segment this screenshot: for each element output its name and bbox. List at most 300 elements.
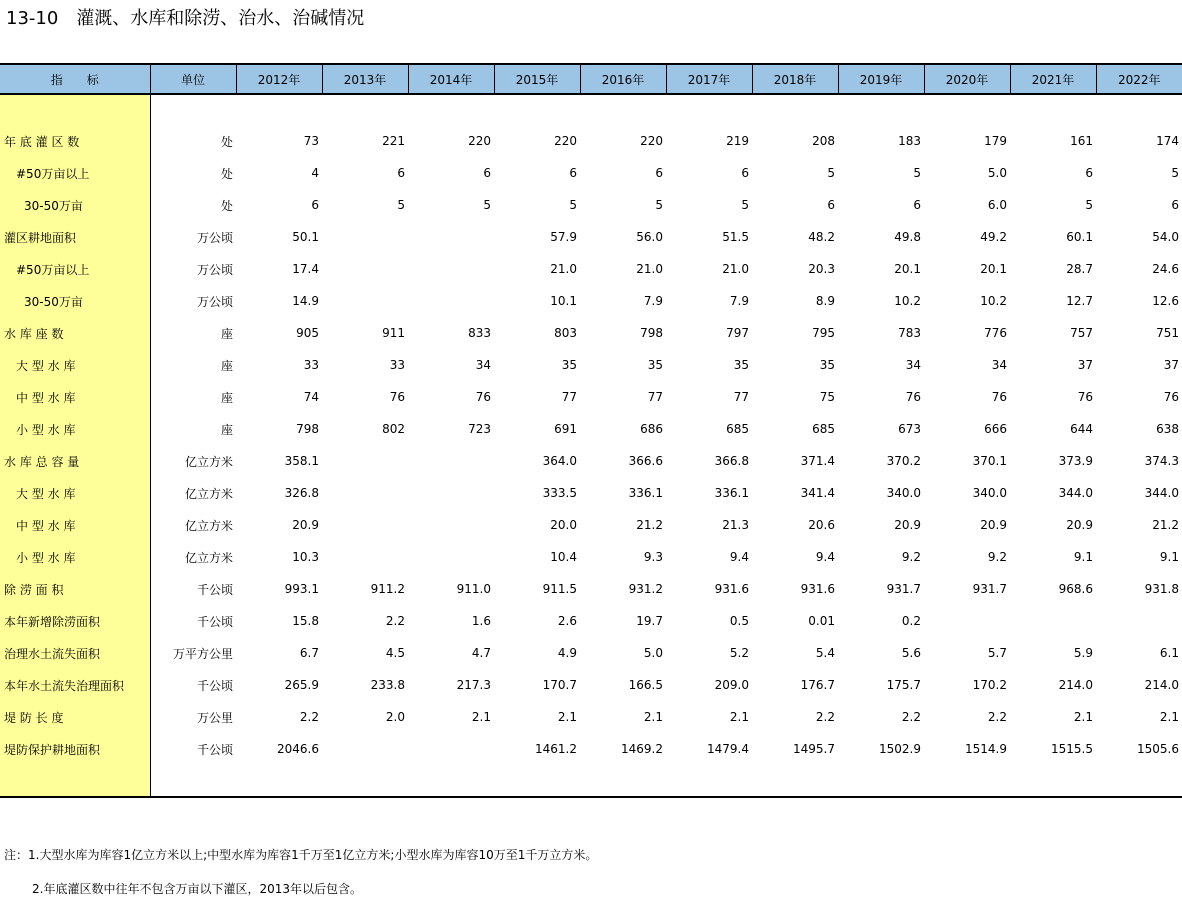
- header-indicator: 指 标: [0, 64, 150, 94]
- cell-value: 803: [554, 326, 577, 340]
- cell-value: 74: [303, 390, 319, 404]
- cell-value: 4: [311, 166, 319, 180]
- row-unit: 万公顷: [196, 262, 233, 277]
- row-unit: 万公顷: [196, 294, 233, 309]
- cell-value: 7.9: [729, 294, 749, 308]
- cell-value: 10.2: [980, 294, 1007, 308]
- cell-value: 2.1: [1159, 710, 1179, 724]
- cell-value: 183: [898, 134, 921, 148]
- cell-value: 10.4: [550, 550, 577, 564]
- cell-value: [408, 221, 494, 253]
- cell-value: 5: [1085, 198, 1093, 212]
- cell-value: 374.3: [1144, 454, 1179, 468]
- table-row: [0, 541, 1182, 573]
- cell-value: 4.9: [557, 646, 577, 660]
- row-label: 除 涝 面 积: [0, 573, 150, 605]
- cell-value: 20.0: [550, 518, 577, 532]
- table-row: [0, 381, 1182, 413]
- cell-value: 21.3: [722, 518, 749, 532]
- cell-value: 326.8: [284, 486, 319, 500]
- spacer-row: [0, 765, 1182, 797]
- cell-value: 5: [655, 198, 663, 212]
- cell-value: [1096, 605, 1182, 637]
- header-year: 2021年: [1010, 64, 1096, 94]
- header-year: 2018年: [752, 64, 838, 94]
- cell-value: 75: [819, 390, 835, 404]
- cell-value: 56.0: [636, 230, 663, 244]
- header-year: 2020年: [924, 64, 1010, 94]
- cell-value: 336.1: [628, 486, 663, 500]
- cell-value: 35: [647, 358, 663, 372]
- cell-value: 666: [984, 422, 1007, 436]
- cell-value: 5: [483, 198, 491, 212]
- header-year: 2014年: [408, 64, 494, 94]
- cell-value: 0.2: [901, 614, 921, 628]
- cell-value: 77: [561, 390, 577, 404]
- table-row: [0, 285, 1182, 317]
- spacer-row: [0, 94, 1182, 125]
- cell-value: [322, 445, 408, 477]
- row-label: 年 底 灌 区 数: [0, 125, 150, 157]
- table-row: [0, 317, 1182, 349]
- row-label: 水 库 座 数: [0, 317, 150, 349]
- cell-value: 5.0: [643, 646, 663, 660]
- cell-value: 37: [1077, 358, 1093, 372]
- cell-value: 344.0: [1058, 486, 1093, 500]
- row-label: 治理水土流失面积: [0, 637, 150, 669]
- cell-value: 0.01: [808, 614, 835, 628]
- cell-value: 33: [303, 358, 319, 372]
- cell-value: 685: [726, 422, 749, 436]
- cell-value: [924, 605, 1010, 637]
- cell-value: 209.0: [714, 678, 749, 692]
- cell-value: 217.3: [456, 678, 491, 692]
- row-label: 中 型 水 库: [0, 509, 150, 541]
- cell-value: 76: [389, 390, 405, 404]
- row-unit: 万公里: [196, 710, 233, 725]
- cell-value: 6.7: [299, 646, 319, 660]
- cell-value: 60.1: [1066, 230, 1093, 244]
- cell-value: 833: [468, 326, 491, 340]
- cell-value: 723: [468, 422, 491, 436]
- cell-value: 6: [827, 198, 835, 212]
- cell-value: 691: [554, 422, 577, 436]
- cell-value: 9.4: [815, 550, 835, 564]
- cell-value: 905: [296, 326, 319, 340]
- cell-value: 2.2: [987, 710, 1007, 724]
- row-unit: 千公顷: [196, 582, 233, 597]
- cell-value: 10.1: [550, 294, 577, 308]
- cell-value: [408, 733, 494, 765]
- row-label: 大 型 水 库: [0, 349, 150, 381]
- row-unit: 座: [220, 358, 233, 373]
- cell-value: 911: [382, 326, 405, 340]
- row-label: 灌区耕地面积: [0, 221, 150, 253]
- cell-value: [322, 221, 408, 253]
- cell-value: 9.2: [901, 550, 921, 564]
- cell-value: 15.8: [292, 614, 319, 628]
- table-row: [0, 189, 1182, 221]
- cell-value: 2.1: [729, 710, 749, 724]
- cell-value: 1.6: [471, 614, 491, 628]
- cell-value: 265.9: [284, 678, 319, 692]
- cell-value: 20.1: [980, 262, 1007, 276]
- cell-value: 1515.5: [1051, 742, 1093, 756]
- cell-value: 341.4: [800, 486, 835, 500]
- cell-value: 340.0: [972, 486, 1007, 500]
- cell-value: 2.2: [815, 710, 835, 724]
- cell-value: 51.5: [722, 230, 749, 244]
- cell-value: 931.6: [800, 582, 835, 596]
- row-unit: 千公顷: [196, 678, 233, 693]
- cell-value: 685: [812, 422, 835, 436]
- cell-value: 48.2: [808, 230, 835, 244]
- cell-value: [322, 541, 408, 573]
- row-label: #50万亩以上: [0, 157, 150, 189]
- cell-value: 6.0: [987, 198, 1007, 212]
- cell-value: 76: [905, 390, 921, 404]
- row-label: 小 型 水 库: [0, 413, 150, 445]
- page-title: [6, 4, 364, 30]
- cell-value: 5.6: [901, 646, 921, 660]
- cell-value: 1514.9: [965, 742, 1007, 756]
- header-year: 2017年: [666, 64, 752, 94]
- cell-value: 76: [991, 390, 1007, 404]
- header-year: 2022年: [1096, 64, 1182, 94]
- cell-value: 4.7: [471, 646, 491, 660]
- row-unit: 亿立方米: [184, 486, 233, 501]
- table-row: [0, 221, 1182, 253]
- cell-value: 20.1: [894, 262, 921, 276]
- cell-value: 2.1: [471, 710, 491, 724]
- cell-value: 344.0: [1144, 486, 1179, 500]
- row-label: #50万亩以上: [0, 253, 150, 285]
- cell-value: 12.7: [1066, 294, 1093, 308]
- cell-value: 931.7: [972, 582, 1007, 596]
- cell-value: 366.8: [714, 454, 749, 468]
- cell-value: 366.6: [628, 454, 663, 468]
- cell-value: 373.9: [1058, 454, 1093, 468]
- footnote-2: 2.年底灌区数中往年不包含万亩以下灌区，2013年以后包含。: [32, 882, 362, 896]
- cell-value: 21.0: [636, 262, 663, 276]
- cell-value: 686: [640, 422, 663, 436]
- cell-value: 20.9: [1066, 518, 1093, 532]
- cell-value: 34: [905, 358, 921, 372]
- cell-value: [408, 541, 494, 573]
- cell-value: 77: [647, 390, 663, 404]
- row-unit: 座: [220, 390, 233, 405]
- cell-value: 6.1: [1159, 646, 1179, 660]
- row-unit: 亿立方米: [184, 550, 233, 565]
- cell-value: [408, 285, 494, 317]
- row-label: 中 型 水 库: [0, 381, 150, 413]
- cell-value: [322, 477, 408, 509]
- cell-value: 931.2: [628, 582, 663, 596]
- cell-value: 9.3: [643, 550, 663, 564]
- cell-value: 1461.2: [535, 742, 577, 756]
- header-year: 2019年: [838, 64, 924, 94]
- cell-value: 797: [726, 326, 749, 340]
- cell-value: [408, 509, 494, 541]
- row-unit: 亿立方米: [184, 518, 233, 533]
- cell-value: 10.3: [292, 550, 319, 564]
- cell-value: 968.6: [1058, 582, 1093, 596]
- cell-value: 34: [475, 358, 491, 372]
- cell-value: 208: [812, 134, 835, 148]
- cell-value: 5: [569, 198, 577, 212]
- cell-value: 751: [1156, 326, 1179, 340]
- cell-value: 795: [812, 326, 835, 340]
- cell-value: 21.0: [722, 262, 749, 276]
- cell-value: 12.6: [1152, 294, 1179, 308]
- cell-value: 57.9: [550, 230, 577, 244]
- cell-value: 5: [741, 198, 749, 212]
- cell-value: 2.1: [643, 710, 663, 724]
- cell-value: 1495.7: [793, 742, 835, 756]
- cell-value: 176.7: [800, 678, 835, 692]
- cell-value: 49.2: [980, 230, 1007, 244]
- cell-value: 233.8: [370, 678, 405, 692]
- cell-value: 35: [733, 358, 749, 372]
- cell-value: 170.2: [972, 678, 1007, 692]
- cell-value: 20.9: [292, 518, 319, 532]
- table-row: [0, 669, 1182, 701]
- row-label: 堤防保护耕地面积: [0, 733, 150, 765]
- cell-value: 14.9: [292, 294, 319, 308]
- table-row: [0, 125, 1182, 157]
- cell-value: 179: [984, 134, 1007, 148]
- cell-value: 757: [1070, 326, 1093, 340]
- cell-value: 9.1: [1159, 550, 1179, 564]
- cell-value: 5: [1171, 166, 1179, 180]
- cell-value: 2.1: [1073, 710, 1093, 724]
- cell-value: 333.5: [542, 486, 577, 500]
- cell-value: 49.8: [894, 230, 921, 244]
- row-unit: 处: [220, 198, 233, 213]
- cell-value: 33: [389, 358, 405, 372]
- cell-value: 34: [991, 358, 1007, 372]
- cell-value: 175.7: [886, 678, 921, 692]
- cell-value: 5.4: [815, 646, 835, 660]
- cell-value: 220: [640, 134, 663, 148]
- cell-value: 73: [303, 134, 319, 148]
- cell-value: 911.2: [370, 582, 405, 596]
- cell-value: 9.2: [987, 550, 1007, 564]
- cell-value: 6: [741, 166, 749, 180]
- row-unit: 千公顷: [196, 742, 233, 757]
- header-year: 2012年: [236, 64, 322, 94]
- cell-value: 0.5: [729, 614, 749, 628]
- cell-value: [408, 445, 494, 477]
- cell-value: 20.9: [980, 518, 1007, 532]
- cell-value: 161: [1070, 134, 1093, 148]
- table-row: [0, 157, 1182, 189]
- cell-value: 6: [1085, 166, 1093, 180]
- cell-value: 776: [984, 326, 1007, 340]
- cell-value: 2.2: [299, 710, 319, 724]
- cell-value: [322, 733, 408, 765]
- cell-value: 5: [913, 166, 921, 180]
- cell-value: 2046.6: [277, 742, 319, 756]
- cell-value: 166.5: [628, 678, 663, 692]
- cell-value: [322, 285, 408, 317]
- row-unit: 处: [220, 166, 233, 181]
- header-unit: 单位: [150, 64, 236, 94]
- cell-value: 5.7: [987, 646, 1007, 660]
- cell-value: [408, 477, 494, 509]
- table-number: 13-10: [6, 8, 59, 29]
- cell-value: 7.9: [643, 294, 663, 308]
- cell-value: 1469.2: [621, 742, 663, 756]
- cell-value: 6: [311, 198, 319, 212]
- cell-value: 2.6: [557, 614, 577, 628]
- cell-value: [1010, 605, 1096, 637]
- cell-value: 6: [569, 166, 577, 180]
- cell-value: 76: [1163, 390, 1179, 404]
- cell-value: 8.9: [815, 294, 835, 308]
- cell-value: 1505.6: [1137, 742, 1179, 756]
- cell-value: 54.0: [1152, 230, 1179, 244]
- cell-value: 50.1: [292, 230, 319, 244]
- cell-value: 220: [468, 134, 491, 148]
- cell-value: 931.7: [886, 582, 921, 596]
- table-row: [0, 477, 1182, 509]
- row-unit: 万平方公里: [172, 646, 233, 661]
- cell-value: 35: [819, 358, 835, 372]
- table-row: [0, 573, 1182, 605]
- table-row: [0, 701, 1182, 733]
- row-label: 本年新增除涝面积: [0, 605, 150, 637]
- cell-value: 5: [827, 166, 835, 180]
- cell-value: 340.0: [886, 486, 921, 500]
- cell-value: 370.1: [972, 454, 1007, 468]
- row-label: 水 库 总 容 量: [0, 445, 150, 477]
- statistics-table: [0, 63, 1182, 798]
- cell-value: 4.5: [385, 646, 405, 660]
- cell-value: 358.1: [284, 454, 319, 468]
- cell-value: 2.2: [385, 614, 405, 628]
- cell-value: 798: [296, 422, 319, 436]
- cell-value: 371.4: [800, 454, 835, 468]
- cell-value: 220: [554, 134, 577, 148]
- row-unit: 千公顷: [196, 614, 233, 629]
- cell-value: 911.5: [542, 582, 577, 596]
- cell-value: 219: [726, 134, 749, 148]
- cell-value: 783: [898, 326, 921, 340]
- table-title: 灌溉、水库和除涝、治水、治碱情况: [76, 8, 365, 29]
- cell-value: 6: [913, 198, 921, 212]
- cell-value: 10.2: [894, 294, 921, 308]
- row-label: 30-50万亩: [0, 285, 150, 317]
- header-row: [0, 64, 1182, 94]
- table-row: [0, 445, 1182, 477]
- cell-value: 638: [1156, 422, 1179, 436]
- cell-value: 931.8: [1144, 582, 1179, 596]
- cell-value: 20.3: [808, 262, 835, 276]
- table-row: [0, 637, 1182, 669]
- cell-value: 21.2: [636, 518, 663, 532]
- cell-value: [322, 253, 408, 285]
- row-label: 堤 防 长 度: [0, 701, 150, 733]
- cell-value: 336.1: [714, 486, 749, 500]
- cell-value: 364.0: [542, 454, 577, 468]
- row-unit: 座: [220, 326, 233, 341]
- table-row: [0, 733, 1182, 765]
- cell-value: 76: [475, 390, 491, 404]
- cell-value: 993.1: [284, 582, 319, 596]
- cell-value: 6: [655, 166, 663, 180]
- cell-value: 20.6: [808, 518, 835, 532]
- footnotes: [4, 838, 597, 906]
- cell-value: 6: [397, 166, 405, 180]
- cell-value: 5.9: [1073, 646, 1093, 660]
- cell-value: 802: [382, 422, 405, 436]
- cell-value: 174: [1156, 134, 1179, 148]
- cell-value: 2.0: [385, 710, 405, 724]
- cell-value: 5.0: [987, 166, 1007, 180]
- header-year: 2015年: [494, 64, 580, 94]
- table-row: [0, 349, 1182, 381]
- cell-value: 911.0: [456, 582, 491, 596]
- cell-value: 9.1: [1073, 550, 1093, 564]
- row-label: 大 型 水 库: [0, 477, 150, 509]
- cell-value: 76: [1077, 390, 1093, 404]
- cell-value: 9.4: [729, 550, 749, 564]
- row-unit: 亿立方米: [184, 454, 233, 469]
- row-label: 本年水土流失治理面积: [0, 669, 150, 701]
- row-unit: 万公顷: [196, 230, 233, 245]
- cell-value: 21.2: [1152, 518, 1179, 532]
- cell-value: 798: [640, 326, 663, 340]
- header-year: 2016年: [580, 64, 666, 94]
- cell-value: 2.1: [557, 710, 577, 724]
- cell-value: 35: [561, 358, 577, 372]
- cell-value: 1479.4: [707, 742, 749, 756]
- cell-value: 214.0: [1058, 678, 1093, 692]
- row-label: 30-50万亩: [0, 189, 150, 221]
- cell-value: 77: [733, 390, 749, 404]
- cell-value: 37: [1163, 358, 1179, 372]
- cell-value: 170.7: [542, 678, 577, 692]
- cell-value: 370.2: [886, 454, 921, 468]
- table-row: [0, 253, 1182, 285]
- cell-value: 644: [1070, 422, 1093, 436]
- cell-value: 6: [1171, 198, 1179, 212]
- cell-value: [322, 509, 408, 541]
- footnote-1: 注：1.大型水库为库容1亿立方米以上;中型水库为库容1千万至1亿立方米;小型水库为库容10万至1千万立方米。: [4, 848, 598, 862]
- cell-value: 17.4: [292, 262, 319, 276]
- cell-value: 21.0: [550, 262, 577, 276]
- row-label: 小 型 水 库: [0, 541, 150, 573]
- cell-value: 20.9: [894, 518, 921, 532]
- table-row: [0, 605, 1182, 637]
- row-unit: 处: [220, 134, 233, 149]
- header-year: 2013年: [322, 64, 408, 94]
- table-row: [0, 413, 1182, 445]
- row-unit: 座: [220, 422, 233, 437]
- cell-value: 24.6: [1152, 262, 1179, 276]
- cell-value: 19.7: [636, 614, 663, 628]
- cell-value: 5.2: [729, 646, 749, 660]
- cell-value: 214.0: [1144, 678, 1179, 692]
- table-row: [0, 509, 1182, 541]
- cell-value: 5: [397, 198, 405, 212]
- cell-value: 28.7: [1066, 262, 1093, 276]
- cell-value: 6: [483, 166, 491, 180]
- cell-value: 221: [382, 134, 405, 148]
- cell-value: 2.2: [901, 710, 921, 724]
- cell-value: 673: [898, 422, 921, 436]
